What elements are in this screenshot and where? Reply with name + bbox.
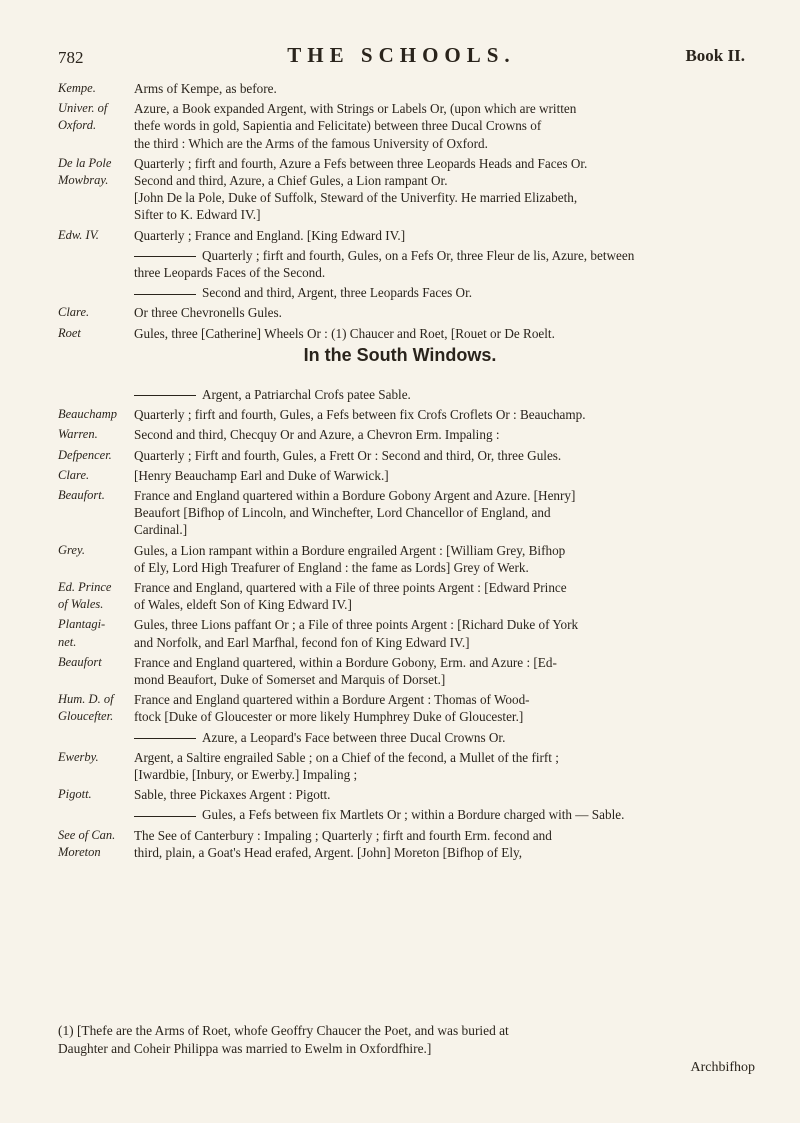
entry-text [134,447,758,464]
entry-text [134,579,758,613]
arms-entry [58,325,758,342]
entry-text [134,80,758,97]
entry-label: Clare. [58,305,90,320]
arms-entry [58,654,758,688]
entry-text-content: Sable, three Pickaxes Argent : Pigott. [134,787,331,803]
arms-entry [58,447,758,464]
arms-entry [58,304,758,321]
entry-text [134,786,758,803]
ditto-dash [134,395,196,396]
entry-text [134,325,758,342]
entry-text-content: Azure, a Book expanded Argent, with Strings or Labels Or, (upon which are written thefe words in gold, Sapientia and Felicitate) between three Ducal Crowns of the third : Which are the Arms of the famous University of Oxford. [134,101,577,151]
entry-label: Pigott. [58,787,92,802]
arms-entry [58,542,758,576]
arms-entry [58,749,758,783]
entry-text-content: Gules, three Lions paffant Or ; a File of three points Argent : [Richard Duke of York and Norfolk, and Earl Marfhal, fecond fon of King Edward IV.] [134,617,579,650]
entry-label: Beaufort. [58,488,105,502]
entry-label: Hum. D. of Gloucefter. [58,692,114,724]
entry-text [134,654,758,688]
entry-text [134,247,758,281]
arms-entry [58,80,758,97]
footnote: (1) [Thefe are the Arms of Roet, whofe Geoffry Chaucer the Poet, and was buried at Daughter and Coheir Philippa was married to Ewelm in Oxfordfhire.] [58,1023,509,1056]
entry-text-content: France and England quartered, within a Bordure Gobony, Erm. and Azure : [Ed- mond Beaufort, Duke of Somerset and Marquis of Dorset.] [134,654,557,687]
arms-entry [58,691,758,725]
entry-text [134,406,758,423]
page-header [58,40,745,70]
entry-text [134,227,758,244]
arms-entry [58,100,758,152]
page-number: 782 [58,48,84,67]
entry-text-content: Azure, a Leopard's Face between three Ducal Crowns Or. [202,729,506,745]
arms-entry [58,579,758,613]
entry-text-content: France and England quartered within a Bordure Argent : Thomas of Wood- ftock [Duke of Gloucester or more likely Humphrey Duke of Gloucester.] [134,692,530,725]
running-title: THE SCHOOLS. [287,43,516,67]
arms-entry [58,467,758,484]
arms-entry [58,247,758,281]
ditto-dash [134,256,196,257]
arms-entry [58,227,758,244]
entry-text-content: Arms of Kempe, as before. [134,81,277,96]
entry-text-content: Gules, a Lion rampant within a Bordure engrailed Argent : [William Grey, Bifhop of Ely, Lord High Treafurer of England : the fame as Lords] Grey of Werk. [134,542,566,575]
entry-text [134,542,758,576]
ditto-dash [134,294,196,295]
entry-label: Univer. of Oxford. [58,101,108,133]
entry-text-content: Quarterly ; France and England. [King Edward IV.] [134,227,406,243]
entry-text-content: France and England quartered within a Bordure Gobony Argent and Azure. [Henry] Beaufort [Bifhop of Lincoln, and Winchefter, Lord Chancellor of England, and Cardinal.] [134,488,576,538]
entry-text-content: Gules, three [Catherine] Wheels Or : (1) Chaucer and Roet, [Rouet or De Roelt. [134,325,555,341]
entry-text-content: [Henry Beauchamp Earl and Duke of Warwick.] [134,467,389,483]
catchword: Archbifhop [690,1060,755,1075]
entry-label: Kempe. [58,81,96,95]
entry-text [134,827,758,861]
entry-label: De la Pole Mowbray. [58,155,112,187]
entry-label [58,729,134,746]
entry-text [134,386,758,403]
entry-text [134,426,758,443]
entry-label: Ewerby. [58,749,99,764]
entry-text [134,806,758,823]
arms-entry [58,827,758,861]
entry-label: Grey. [58,542,85,557]
entry-text-content: The See of Canterbury : Impaling ; Quarterly ; firft and fourth Erm. fecond and third, plain, a Goat's Head erafed, Argent. [John] Moreton [Bifhop of Ely, [134,827,552,860]
entry-text [134,691,758,725]
entry-label: Plantagi- net. [58,617,106,649]
entry-label: Roet [58,325,81,340]
entry-text-content: Quarterly ; firft and fourth, Azure a Fefs between three Leopards Heads and Faces Or. Second and third, Azure, a Chief Gules, a Lion rampant Or. [John De la Pole, Duke of Suffolk, Steward of the Univerfity. He married Elizabeth, Sifter to K. Edward IV.] [134,155,588,223]
entry-text-content: Second and third, Argent, three Leopards Faces Or. [202,285,473,301]
entry-text [134,729,758,746]
entry-text-content: Gules, a Fefs between fix Martlets Or ; within a Bordure charged with — Sable. [202,807,625,823]
entry-label: Defpencer. [58,447,112,462]
arms-entry [58,806,758,823]
entry-text-content: Quarterly ; Firft and fourth, Gules, a Frett Or : Second and third, Or, three Gules. [134,447,562,463]
section-heading: In the South Windows. [303,345,497,365]
entry-label [58,806,134,823]
entry-text-content: Argent, a Patriarchal Crofs patee Sable. [202,387,411,402]
arms-entry [58,155,758,224]
entry-label: Edw. IV. [58,227,99,242]
arms-entry [58,487,758,539]
entry-text-content: Argent, a Saltire engrailed Sable ; on a Chief of the fecond, a Mullet of the firft ; [Iwardbie, [Inbury, or Ewerby.] Impaling ; [134,749,559,782]
ditto-dash [134,816,196,817]
entry-text [134,284,758,301]
entry-text [134,304,758,321]
entry-text-content: Quarterly ; firft and fourth, Gules, on a Fefs Or, three Fleur de lis, Azure, between three Leopards Faces of the Second. [134,247,635,280]
arms-entry [58,406,758,423]
entry-text-content: Quarterly ; firft and fourth, Gules, a Fefs between fix Crofs Croflets Or : Beauchamp. [134,407,586,423]
entry-text-content: France and England, quartered with a File of three points Argent : [Edward Prince of Wales, eldeft Son of King Edward IV.] [134,580,567,613]
arms-entry [58,786,758,803]
arms-entry [58,284,758,301]
entry-text [134,467,758,484]
book-label: Book II. [685,46,745,65]
entry-label [58,386,134,403]
arms-entry [58,426,758,443]
entry-label: Ed. Prince of Wales. [58,580,112,612]
entry-label: See of Can. Moreton [58,827,116,859]
arms-entry [58,616,758,650]
entry-text [134,616,758,650]
entry-text [134,155,758,224]
entry-label: Beaufort [58,654,102,669]
entry-text [134,749,758,783]
arms-entry [58,386,758,403]
entry-label [58,284,134,301]
ditto-dash [134,738,196,739]
entry-label: Beauchamp [58,407,118,422]
entry-label: Clare. [58,467,90,482]
entry-label [58,247,134,281]
entry-text [134,100,758,152]
entry-label: Warren. [58,427,98,442]
entry-text [134,487,758,539]
entry-text-content: Second and third, Checquy Or and Azure, a Chevron Erm. Impaling : [134,427,500,443]
entry-text-content: Or three Chevronells Gules. [134,305,282,321]
arms-entry [58,729,758,746]
